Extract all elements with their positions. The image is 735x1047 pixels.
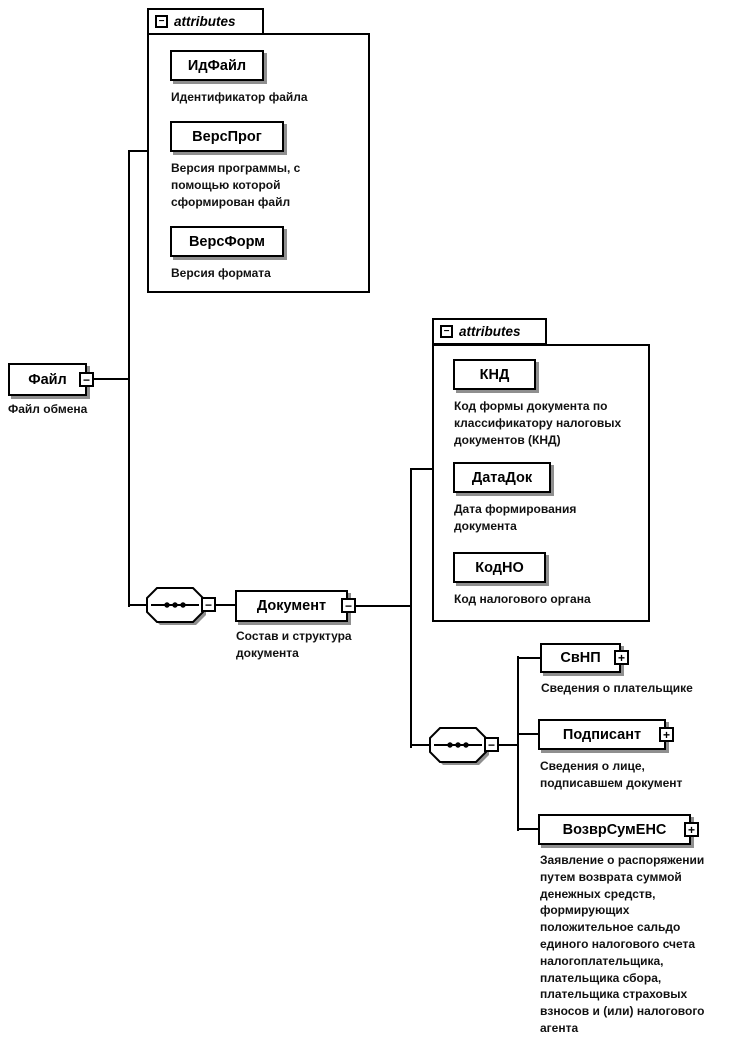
- sequence-collapse-icon[interactable]: −: [201, 597, 216, 612]
- attributes-label: attributes: [459, 324, 521, 339]
- attributes-collapse-icon[interactable]: −: [155, 15, 168, 28]
- connector-line: [215, 604, 236, 606]
- attribute-knd-annotation: Код формы документа по классификатору налоговых документов (КНД): [454, 399, 622, 447]
- document-attributes-header: [432, 318, 547, 345]
- element-file-annotation: Файл обмена: [8, 402, 88, 416]
- attribute-idfile-annotation: Идентификатор файла: [171, 90, 308, 104]
- attributes-label: attributes: [174, 14, 236, 29]
- attribute-datadok[interactable]: ДатаДок: [453, 462, 551, 493]
- attribute-versform-annotation: Версия формата: [171, 266, 271, 280]
- connector-line: [128, 150, 130, 607]
- vozvrsumens-expand-icon[interactable]: +: [684, 822, 699, 837]
- svnp-expand-icon[interactable]: +: [614, 650, 629, 665]
- element-vozvrsumens[interactable]: ВозврСумЕНС: [538, 814, 691, 845]
- attribute-versform[interactable]: ВерсФорм: [170, 226, 284, 257]
- connector-line: [517, 656, 519, 831]
- attribute-kodno[interactable]: КодНО: [453, 552, 546, 583]
- attribute-datadok-annotation: Дата формирования документа: [454, 502, 577, 533]
- connector-line: [410, 468, 434, 470]
- attribute-idfile[interactable]: ИдФайл: [170, 50, 264, 81]
- connector-line: [517, 733, 540, 735]
- attribute-versprog-annotation: Версия программы, с помощью которой сформирован файл: [171, 161, 301, 209]
- sequence-icon: [428, 726, 490, 766]
- connector-line: [355, 605, 412, 607]
- element-vozvrsumens-annotation: Заявление о распоряжении путем возврата суммой денежных средств, формирующих положительное сальдо единого налогового счета налогоплательщика, плательщика сбора, плательщика страховых взносов и (или) налогового агента: [540, 853, 705, 1035]
- element-svnp[interactable]: СвНП: [540, 643, 621, 673]
- connector-line: [517, 657, 542, 659]
- element-document[interactable]: Документ: [235, 590, 348, 622]
- connector-line: [517, 828, 540, 830]
- element-podpisant[interactable]: Подписант: [538, 719, 666, 750]
- element-podpisant-annotation: Сведения о лице, подписавшем документ: [540, 759, 683, 790]
- attribute-knd[interactable]: КНД: [453, 359, 536, 390]
- element-file[interactable]: Файл: [8, 363, 87, 396]
- connector-line: [498, 744, 519, 746]
- sequence-icon: [145, 586, 207, 626]
- connector-line: [128, 150, 148, 152]
- attribute-kodno-annotation: Код налогового органа: [454, 592, 591, 606]
- attribute-versprog[interactable]: ВерсПрог: [170, 121, 284, 152]
- file-collapse-icon[interactable]: −: [79, 372, 94, 387]
- podpisant-expand-icon[interactable]: +: [659, 727, 674, 742]
- element-document-annotation: Состав и структура документа: [236, 629, 352, 660]
- document-collapse-icon[interactable]: −: [341, 598, 356, 613]
- connector-line: [410, 468, 412, 748]
- connector-line: [94, 378, 130, 380]
- sequence-collapse-icon[interactable]: −: [484, 737, 499, 752]
- element-svnp-annotation: Сведения о плательщике: [541, 681, 693, 695]
- file-attributes-header: [147, 8, 264, 35]
- attributes-collapse-icon[interactable]: −: [440, 325, 453, 338]
